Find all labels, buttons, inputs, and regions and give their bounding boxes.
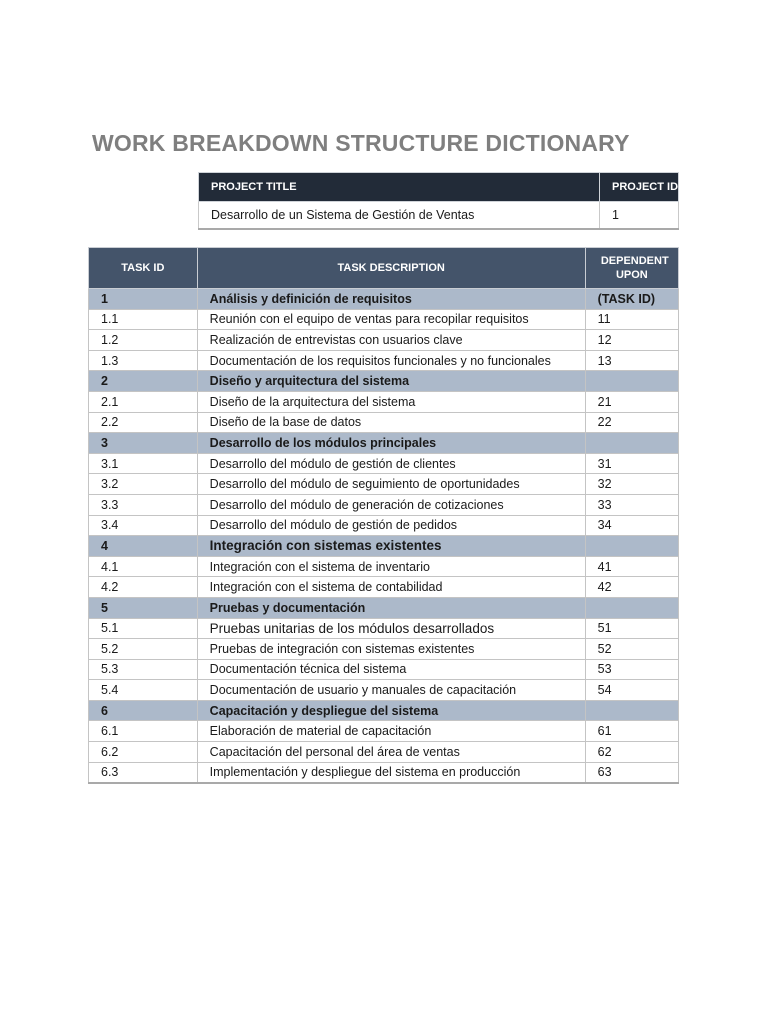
project-id-value: 1: [600, 202, 679, 230]
wbs-task-row: [89, 515, 679, 536]
dependent-upon-cell: 63: [585, 762, 678, 783]
task-description-cell: Análisis y definición de requisitos: [197, 289, 585, 310]
task-id-cell: 5.3: [89, 659, 198, 680]
task-description-cell: Diseño de la base de datos: [197, 412, 585, 433]
task-id-cell: 3.3: [89, 494, 198, 515]
task-description-cell: Desarrollo del módulo de generación de cotizaciones: [197, 494, 585, 515]
wbs-group-row: [89, 289, 679, 310]
task-description-cell: Documentación de usuario y manuales de capacitación: [197, 680, 585, 701]
task-description-cell: Pruebas de integración con sistemas existentes: [197, 639, 585, 660]
dependent-upon-cell: 21: [585, 391, 678, 412]
task-description-cell: Integración con el sistema de inventario: [197, 556, 585, 577]
task-id-cell: 2.1: [89, 391, 198, 412]
wbs-task-row: [89, 309, 679, 330]
task-id-cell: 3.4: [89, 515, 198, 536]
task-id-cell: 1.1: [89, 309, 198, 330]
project-value-row: [199, 202, 679, 230]
project-header-row: [199, 173, 679, 202]
wbs-header-row: [89, 248, 679, 289]
task-description-cell: Pruebas unitarias de los módulos desarrollados: [197, 618, 585, 639]
task-description-cell: Reunión con el equipo de ventas para recopilar requisitos: [197, 309, 585, 330]
dependent-upon-cell: 32: [585, 474, 678, 495]
wbs-task-row: [89, 330, 679, 351]
task-id-cell: 6.2: [89, 742, 198, 763]
wbs-task-row: [89, 762, 679, 783]
wbs-group-row: [89, 597, 679, 618]
task-description-cell: Implementación y despliegue del sistema en producción: [197, 762, 585, 783]
task-id-cell: 3: [89, 433, 198, 454]
dependent-upon-cell: 22: [585, 412, 678, 433]
task-description-cell: Pruebas y documentación: [197, 597, 585, 618]
wbs-task-row: [89, 618, 679, 639]
wbs-task-row: [89, 391, 679, 412]
wbs-group-row: [89, 536, 679, 557]
task-description-cell: Elaboración de material de capacitación: [197, 721, 585, 742]
wbs-task-row: [89, 680, 679, 701]
wbs-task-row: [89, 742, 679, 763]
task-id-cell: 1.2: [89, 330, 198, 351]
wbs-task-row: [89, 494, 679, 515]
task-id-cell: 4.1: [89, 556, 198, 577]
task-description-cell: Capacitación y despliegue del sistema: [197, 700, 585, 721]
task-id-cell: 2: [89, 371, 198, 392]
wbs-task-row: [89, 659, 679, 680]
dependent-upon-cell: [585, 433, 678, 454]
task-description-cell: Integración con el sistema de contabilidad: [197, 577, 585, 598]
task-id-cell: 5.4: [89, 680, 198, 701]
dependent-upon-cell: [585, 700, 678, 721]
project-title-value: Desarrollo de un Sistema de Gestión de Ventas: [199, 202, 600, 230]
dependent-upon-cell: 11: [585, 309, 678, 330]
wbs-task-row: [89, 474, 679, 495]
dependent-upon-cell: 54: [585, 680, 678, 701]
task-description-header: TASK DESCRIPTION: [197, 248, 585, 289]
task-id-cell: 6.1: [89, 721, 198, 742]
task-id-cell: 3.2: [89, 474, 198, 495]
task-description-cell: Diseño y arquitectura del sistema: [197, 371, 585, 392]
task-description-cell: Capacitación del personal del área de ventas: [197, 742, 585, 763]
dependent-upon-cell: 41: [585, 556, 678, 577]
dependent-upon-cell: (TASK ID): [585, 289, 678, 310]
wbs-task-row: [89, 350, 679, 371]
project-title-header: PROJECT TITLE: [199, 173, 600, 202]
dependent-upon-cell: 42: [585, 577, 678, 598]
wbs-group-row: [89, 433, 679, 454]
task-id-cell: 3.1: [89, 453, 198, 474]
task-id-cell: 5.2: [89, 639, 198, 660]
page-title: WORK BREAKDOWN STRUCTURE DICTIONARY: [92, 130, 630, 156]
task-description-cell: Realización de entrevistas con usuarios clave: [197, 330, 585, 351]
dependent-upon-cell: [585, 536, 678, 557]
dependent-upon-cell: [585, 371, 678, 392]
task-id-cell: 1.3: [89, 350, 198, 371]
wbs-task-row: [89, 412, 679, 433]
task-id-header: TASK ID: [89, 248, 198, 289]
task-description-cell: Desarrollo del módulo de seguimiento de oportunidades: [197, 474, 585, 495]
dependent-upon-cell: 53: [585, 659, 678, 680]
dependent-upon-cell: 33: [585, 494, 678, 515]
wbs-body: [89, 289, 679, 784]
task-description-cell: Integración con sistemas existentes: [197, 536, 585, 557]
dependent-upon-cell: [585, 597, 678, 618]
project-id-header: PROJECT ID: [600, 173, 679, 202]
wbs-task-row: [89, 639, 679, 660]
dependent-upon-cell: 13: [585, 350, 678, 371]
task-description-cell: Desarrollo del módulo de gestión de pedidos: [197, 515, 585, 536]
wbs-task-row: [89, 721, 679, 742]
task-description-cell: Desarrollo del módulo de gestión de clientes: [197, 453, 585, 474]
task-description-cell: Desarrollo de los módulos principales: [197, 433, 585, 454]
task-id-cell: 1: [89, 289, 198, 310]
project-info-table: [198, 172, 679, 230]
task-description-cell: Diseño de la arquitectura del sistema: [197, 391, 585, 412]
wbs-task-row: [89, 453, 679, 474]
task-id-cell: 4.2: [89, 577, 198, 598]
dependent-upon-label: DEPENDENT UPON: [600, 255, 669, 281]
dependent-upon-header: [585, 248, 678, 289]
dependent-upon-cell: 52: [585, 639, 678, 660]
task-id-cell: 6.3: [89, 762, 198, 783]
task-id-cell: 5.1: [89, 618, 198, 639]
dependent-upon-cell: 62: [585, 742, 678, 763]
task-id-cell: 2.2: [89, 412, 198, 433]
dependent-upon-cell: 31: [585, 453, 678, 474]
dependent-upon-cell: 61: [585, 721, 678, 742]
wbs-task-row: [89, 556, 679, 577]
dependent-upon-cell: 51: [585, 618, 678, 639]
task-id-cell: 4: [89, 536, 198, 557]
dependent-upon-cell: 12: [585, 330, 678, 351]
wbs-table: [88, 247, 679, 784]
wbs-group-row: [89, 700, 679, 721]
task-id-cell: 6: [89, 700, 198, 721]
wbs-task-row: [89, 577, 679, 598]
task-id-cell: 5: [89, 597, 198, 618]
dependent-upon-cell: 34: [585, 515, 678, 536]
task-description-cell: Documentación técnica del sistema: [197, 659, 585, 680]
task-description-cell: Documentación de los requisitos funcionales y no funcionales: [197, 350, 585, 371]
wbs-group-row: [89, 371, 679, 392]
